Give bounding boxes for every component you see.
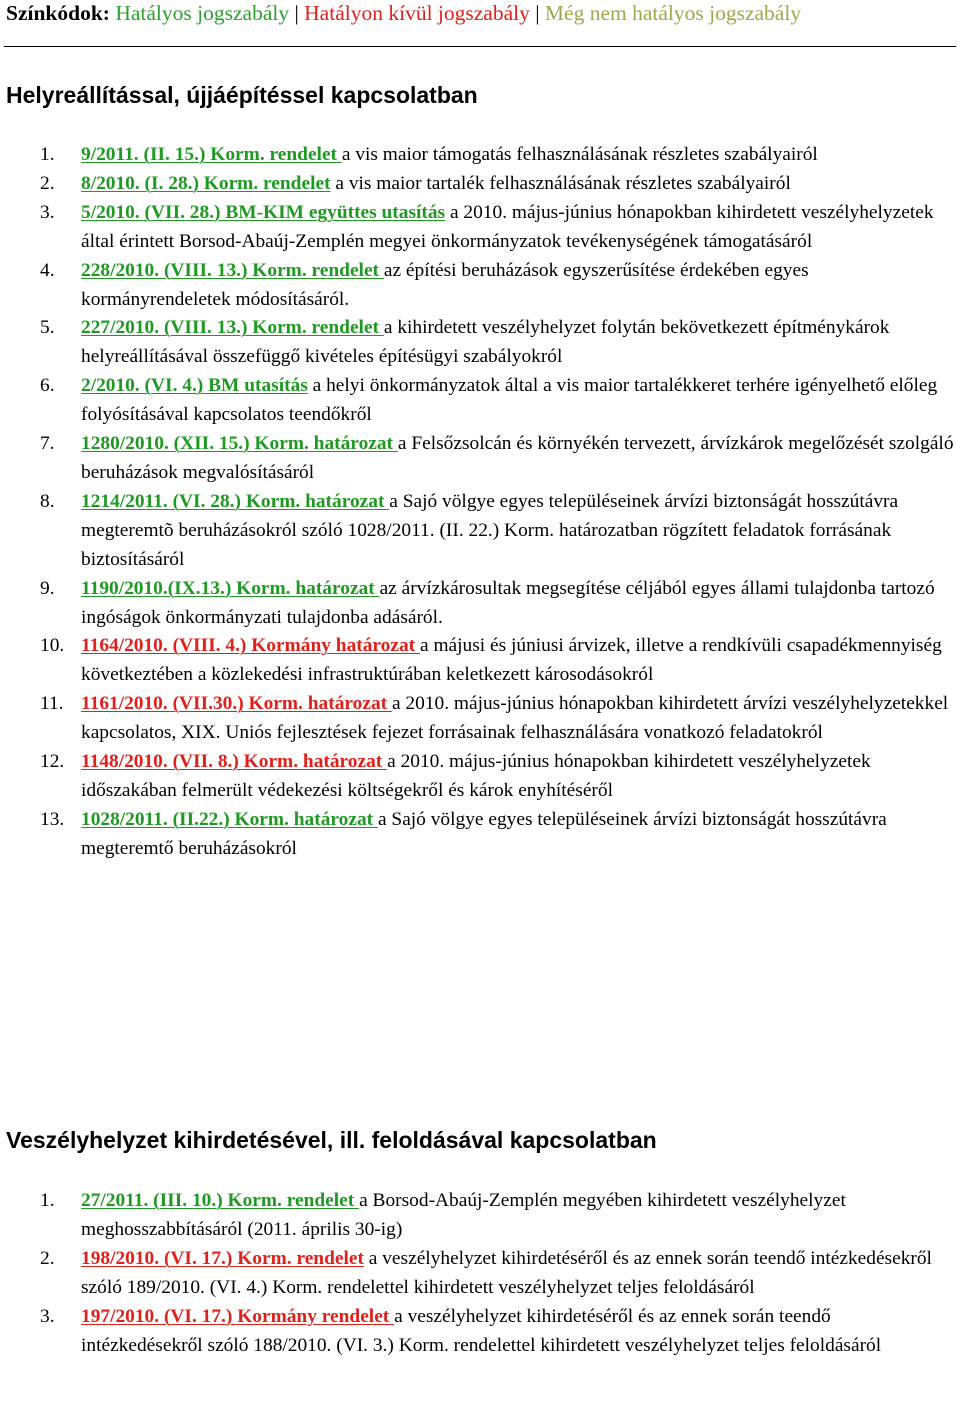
list-item: [0, 690, 960, 748]
item-number: 1.: [40, 1190, 55, 1211]
law-link[interactable]: 9/2011. (II. 15.) Korm. rendelet: [81, 144, 342, 165]
law-description: a Sajó völgye egyes településeinek árvízi biztonságát hosszútávra megteremtõ beruházásokról szóló 1028/2011. (II. 22.) Korm. határozatban rögzített feladatok forrásának biztosításáról: [81, 490, 899, 570]
law-description: a Sajó völgye egyes településeinek árvízi biztonságát hosszútávra megteremtő beruházásokról: [81, 808, 887, 859]
legend-not-yet-in-force: Még nem hatályos jogszabály: [544, 1, 802, 25]
legend-separator: |: [529, 1, 545, 25]
item-number: 6.: [40, 375, 55, 397]
item-number: 2.: [40, 172, 55, 194]
law-description: az árvízkárosultak megsegítése céljából egyes állami tulajdonba tartozó ingóságok önkormányzati tulajdonba adásáról.: [81, 577, 935, 628]
color-legend: [6, 0, 801, 26]
law-description: a Felsőzsolcán és környékén tervezett, árvízkárok megelőzését szolgáló beruházások megvalósításáról: [81, 433, 954, 483]
item-number: 10.: [40, 635, 65, 657]
list-item: [0, 632, 960, 690]
law-link[interactable]: 227/2010. (VIII. 13.) Korm. rendelet: [81, 317, 384, 339]
section-heading-restoration: Helyreállítással, újjáépítéssel kapcsolatban: [6, 82, 478, 108]
list-item: [0, 199, 960, 257]
divider: [4, 46, 956, 47]
law-link[interactable]: 1148/2010. (VII. 8.) Korm. határozat: [81, 751, 388, 773]
list-item: [0, 141, 960, 170]
item-number: 13.: [40, 808, 65, 830]
list-item: [0, 372, 960, 430]
law-link[interactable]: 1028/2011. (II.22.) Korm. határozat: [81, 808, 378, 830]
law-link[interactable]: 1161/2010. (VII.30.) Korm. határozat: [81, 693, 392, 715]
law-description: a 2010. május-június hónapokban kihirdetett veszélyhelyzetek által érintett Borsod-Abaúj-Zemplén megyei önkormányzatok tevékenységének támogatásáról: [81, 201, 934, 252]
law-link[interactable]: 228/2010. (VIII. 13.) Korm. rendelet: [81, 259, 384, 281]
law-link[interactable]: 1164/2010. (VIII. 4.) Kormány határozat: [81, 635, 420, 657]
legend-label: Színkódok:: [6, 1, 110, 25]
law-description: a veszélyhelyzet kihirdetéséről és az ennek során teendő intézkedésekről szóló 189/2010. (VI. 4.) Korm. rendelettel kihirdetett veszélyhelyzet teljes feloldásáról: [81, 1247, 932, 1298]
legend-not-in-force: Hatályon kívül jogszabály: [304, 1, 530, 25]
list-item: [0, 314, 960, 372]
list-item: [0, 748, 960, 806]
law-description: a 2010. május-június hónapokban kihirdetett veszélyhelyzetek időszakában felmerült védekezési költségekről és károk enyhítéséről: [81, 751, 871, 801]
list-item: [0, 575, 960, 633]
legend-in-force: Hatályos jogszabály: [115, 1, 290, 25]
item-number: 3.: [40, 1305, 55, 1327]
law-link[interactable]: 197/2010. (VI. 17.) Kormány rendelet: [81, 1305, 395, 1327]
law-link[interactable]: 2/2010. (VI. 4.) BM utasítás: [81, 375, 308, 397]
law-description: az építési beruházások egyszerűsítése érdekében egyes kormányrendeletek módosításáról.: [81, 259, 809, 310]
law-description: a kihirdetett veszélyhelyzet folytán bekövetkezett építménykárok helyreállításával összefüggő kivételes építésügyi szabályokról: [81, 317, 890, 368]
law-description: a vis maior tartalék felhasználásának részletes szabályairól: [330, 172, 791, 194]
list-item: [0, 1187, 960, 1245]
list-item: [0, 806, 960, 864]
law-description: a helyi önkormányzatok által a vis maior tartalékkeret terhére igényelhető előleg folyósításával kapcsolatos teendőkről: [81, 375, 938, 426]
item-number: 11.: [40, 693, 64, 715]
law-link[interactable]: 8/2010. (I. 28.) Korm. rendelet: [81, 172, 331, 194]
law-description: a májusi és júniusi árvizek, illetve a rendkívüli csapadékmennyiség következtében a közlekedési infrastruktúrában keletkezett károsodásokról: [81, 635, 942, 686]
law-link[interactable]: 1190/2010.(IX.13.) Korm. határozat: [81, 577, 380, 599]
list-item: [0, 488, 960, 575]
list-item: [0, 170, 960, 199]
item-number: 12.: [40, 751, 65, 773]
item-number: 7.: [40, 433, 55, 455]
law-description: a vis maior támogatás felhasználásának részletes szabályairól: [341, 144, 818, 165]
list-item: [0, 257, 960, 315]
law-link[interactable]: 5/2010. (VII. 28.) BM-KIM együttes utasítás: [81, 201, 446, 223]
section-heading-emergency: Veszélyhelyzet kihirdetésével, ill. feloldásával kapcsolatban: [6, 1127, 657, 1153]
legend-separator: |: [289, 1, 305, 25]
item-number: 1.: [40, 144, 55, 165]
law-link[interactable]: 1214/2011. (VI. 28.) Korm. határozat: [81, 490, 390, 512]
law-link[interactable]: 198/2010. (VI. 17.) Korm. rendelet: [81, 1247, 364, 1269]
law-description: a veszélyhelyzet kihirdetéséről és az ennek során teendő intézkedésekről szóló 188/2010. (VI. 3.) Korm. rendelettel kihirdetett veszélyhelyzet teljes feloldásáról: [81, 1305, 882, 1356]
item-number: 4.: [40, 259, 55, 281]
law-description: a Borsod-Abaúj-Zemplén megyében kihirdetett veszélyhelyzet meghosszabbításáról (2011. április 30-ig): [81, 1190, 846, 1240]
item-number: 2.: [40, 1247, 55, 1269]
list-item: [0, 1303, 960, 1361]
law-link[interactable]: 27/2011. (III. 10.) Korm. rendelet: [81, 1190, 360, 1211]
item-number: 5.: [40, 317, 55, 339]
emergency-law-list: [0, 1187, 960, 1360]
item-number: 3.: [40, 201, 55, 223]
item-number: 9.: [40, 577, 55, 599]
item-number: 8.: [40, 490, 55, 512]
list-item: [0, 1245, 960, 1303]
law-link[interactable]: 1280/2010. (XII. 15.) Korm. határozat: [81, 433, 398, 455]
law-description: a 2010. május-június hónapokban kihirdetett árvízi veszélyhelyzetekkel kapcsolatos, XIX. Uniós fejlesztések fejezet forrásainak felhasználására vonatkozó feladatokról: [81, 693, 949, 744]
list-item: [0, 430, 960, 488]
restoration-law-list: [0, 141, 960, 864]
